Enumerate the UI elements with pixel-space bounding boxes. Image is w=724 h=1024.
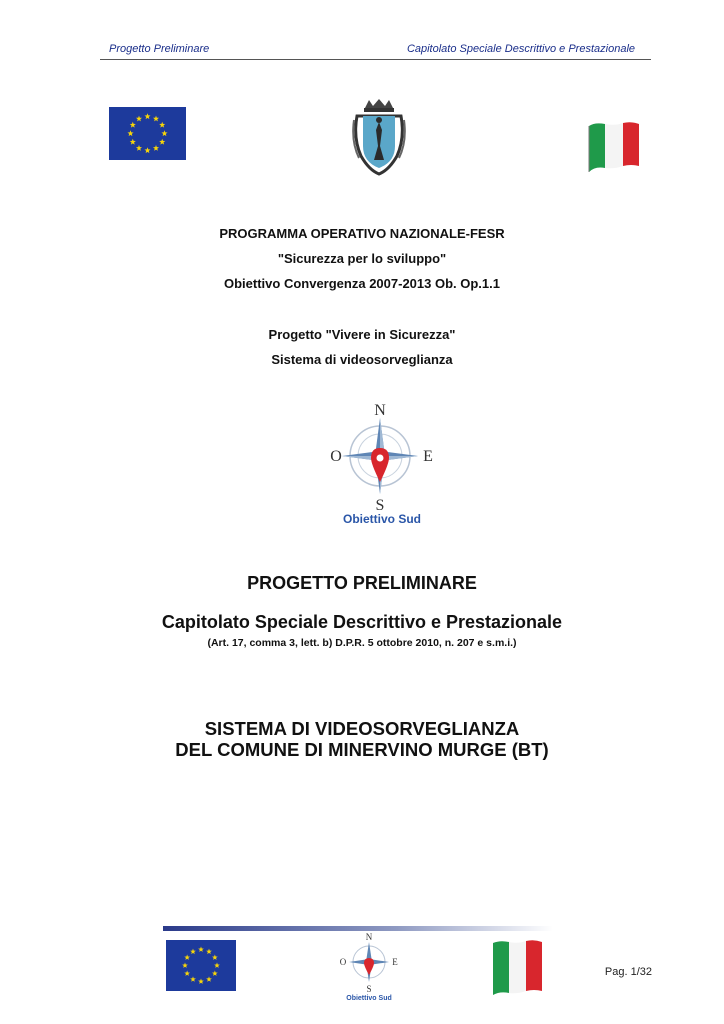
footer-compass-north: N bbox=[365, 932, 373, 942]
compass-east-letter: E bbox=[423, 448, 433, 465]
eu-star-icon bbox=[214, 963, 220, 968]
eu-flag-logo bbox=[109, 107, 186, 160]
eu-star-icon bbox=[198, 947, 204, 952]
footer-compass-west: O bbox=[339, 957, 347, 967]
eu-star-icon bbox=[130, 139, 136, 145]
footer-eu-flag-logo bbox=[166, 940, 236, 991]
eu-star-icon bbox=[206, 949, 212, 954]
compass-north-letter: N bbox=[374, 402, 386, 419]
compass-west-letter: O bbox=[330, 448, 342, 465]
footer-obiettivo-sud-logo bbox=[336, 930, 402, 1002]
eu-star-icon bbox=[159, 122, 165, 128]
project-system: Sistema di videosorveglianza bbox=[271, 352, 453, 367]
project-name: Progetto "Vivere in Sicurezza" bbox=[268, 327, 456, 342]
doc-legal-reference: (Art. 17, comma 3, lett. b) D.P.R. 5 ottobre 2010, n. 207 e s.m.i.) bbox=[207, 637, 517, 649]
eu-star-icon bbox=[144, 147, 150, 153]
eu-star-icon bbox=[130, 122, 136, 128]
eu-star-icon bbox=[190, 949, 196, 954]
obiettivo-sud-logo bbox=[318, 398, 440, 526]
header-left: Progetto Preliminare bbox=[109, 43, 210, 55]
eu-star-icon bbox=[161, 130, 167, 136]
footer-italian-flag-logo bbox=[490, 937, 545, 997]
obiettivo-sud-caption: Obiettivo Sud bbox=[343, 512, 421, 526]
footer-compass-east: E bbox=[392, 957, 398, 967]
system-title-line1: SISTEMA DI VIDEOSORVEGLIANZA bbox=[204, 718, 520, 739]
eu-star-icon bbox=[212, 971, 218, 976]
footer-obiettivo-sud-caption: Obiettivo Sud bbox=[346, 995, 392, 1002]
eu-star-icon bbox=[182, 963, 188, 968]
footer-compass-south: S bbox=[366, 984, 372, 994]
eu-star-icon bbox=[159, 139, 165, 145]
doc-subtitle: Capitolato Speciale Descrittivo e Prestazionale bbox=[161, 612, 563, 632]
program-name: PROGRAMMA OPERATIVO NAZIONALE-FESR bbox=[219, 226, 505, 241]
header-rule bbox=[100, 59, 651, 60]
eu-star-icon bbox=[190, 976, 196, 981]
eu-star-icon bbox=[144, 113, 150, 119]
eu-star-icon bbox=[184, 971, 190, 976]
eu-star-icon bbox=[136, 116, 142, 122]
eu-star-icon bbox=[153, 145, 159, 151]
program-objective: Obiettivo Convergenza 2007-2013 Ob. Op.1.1 bbox=[224, 276, 500, 291]
eu-star-icon bbox=[153, 116, 159, 122]
eu-star-icon bbox=[212, 955, 218, 960]
municipal-crest-logo bbox=[351, 98, 407, 176]
italian-flag-logo bbox=[585, 118, 642, 174]
system-title-line2: DEL COMUNE DI MINERVINO MURGE (BT) bbox=[175, 739, 549, 760]
eu-star-icon bbox=[127, 130, 133, 136]
eu-star-icon bbox=[198, 979, 204, 984]
header-right: Capitolato Speciale Descrittivo e Prestazionale bbox=[406, 43, 635, 55]
page-number: Pag. 1/32 bbox=[604, 966, 652, 978]
eu-star-icon bbox=[136, 145, 142, 151]
doc-main-title: PROGETTO PRELIMINARE bbox=[247, 573, 477, 593]
eu-star-icon bbox=[184, 955, 190, 960]
eu-star-icon bbox=[206, 976, 212, 981]
program-slogan: "Sicurezza per lo sviluppo" bbox=[277, 251, 447, 266]
compass-south-letter: S bbox=[375, 497, 385, 514]
